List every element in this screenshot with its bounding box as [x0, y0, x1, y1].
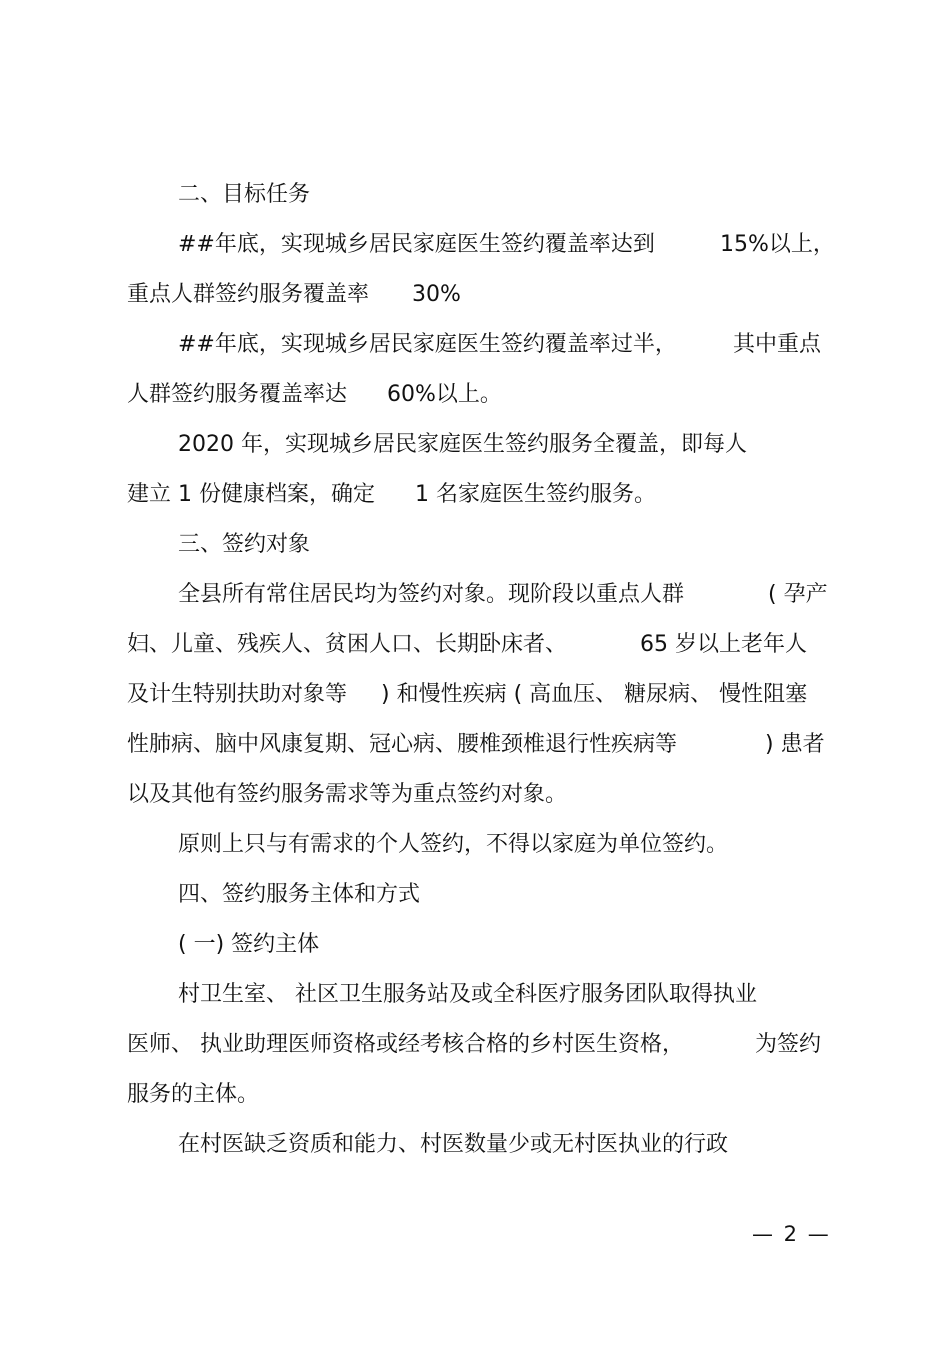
text-segment: 1 名家庭医生签约服务。	[415, 482, 656, 507]
text-segment: 30%	[412, 282, 461, 307]
paragraph-line	[0, 480, 950, 510]
text-segment: 在村医缺乏资质和能力、村医数量少或无村医执业的行政	[178, 1132, 729, 1157]
text-segment: 二、目标任务	[178, 182, 311, 207]
text-segment: 其中重点	[733, 332, 822, 357]
text-segment: 服务的主体。	[127, 1082, 260, 1107]
text-segment: 四、签约服务主体和方式	[178, 882, 421, 907]
paragraph-line	[0, 1030, 950, 1060]
paragraph-line	[0, 330, 950, 360]
paragraph-line	[0, 380, 950, 410]
text-segment: 60%以上。	[387, 382, 502, 407]
text-segment: 15%以上，	[720, 232, 835, 257]
text-segment: ( 孕产	[768, 582, 828, 607]
paragraph-line	[0, 1080, 950, 1110]
paragraph-line	[0, 780, 950, 810]
text-segment: ) 患者	[765, 732, 825, 757]
text-segment: 原则上只与有需求的个人签约，不得以家庭为单位签约。	[178, 832, 729, 857]
paragraph-line	[0, 580, 950, 610]
paragraph-line	[0, 680, 950, 710]
text-segment: 2020 年，实现城乡居民家庭医生签约服务全覆盖，即每人	[178, 432, 747, 457]
paragraph-line	[0, 630, 950, 660]
text-segment: 村卫生室、 社区卫生服务站及或全科医疗服务团队取得执业	[178, 982, 757, 1007]
text-segment: 为签约	[755, 1032, 822, 1057]
heading-section-4	[0, 880, 950, 910]
text-segment: 65 岁以上老年人	[640, 632, 807, 657]
text-segment: 及计生特别扶助对象等	[127, 682, 348, 707]
text-segment: 三、签约对象	[178, 532, 311, 557]
text-segment: ##年底，实现城乡居民家庭医生签约覆盖率过半，	[178, 332, 677, 357]
subheading	[0, 930, 950, 960]
text-segment: 人群签约服务覆盖率达	[127, 382, 348, 407]
text-segment: 以及其他有签约服务需求等为重点签约对象。	[127, 782, 568, 807]
page-number: — 2 —	[752, 1222, 831, 1246]
paragraph-line	[0, 1130, 950, 1160]
paragraph-line	[0, 430, 950, 460]
text-segment: 医师、 执业助理医师资格或经考核合格的乡村医生资格，	[127, 1032, 684, 1057]
text-segment: 性肺病、脑中风康复期、冠心病、腰椎颈椎退行性疾病等	[127, 732, 678, 757]
text-segment: ) 和慢性疾病 ( 高血压、 糖尿病、 慢性阻塞	[381, 682, 808, 707]
paragraph-line	[0, 230, 950, 260]
paragraph-line	[0, 830, 950, 860]
paragraph-line	[0, 280, 950, 310]
paragraph-line	[0, 730, 950, 760]
paragraph-line	[0, 980, 950, 1010]
heading-section-3	[0, 530, 950, 560]
text-segment: 妇、儿童、残疾人、贫困人口、长期卧床者、	[127, 632, 568, 657]
text-segment: ( 一) 签约主体	[178, 932, 320, 957]
text-segment: 重点人群签约服务覆盖率	[127, 282, 370, 307]
text-segment: ##年底，实现城乡居民家庭医生签约覆盖率达到	[178, 232, 655, 257]
heading-section-2	[0, 180, 950, 210]
text-segment: 全县所有常住居民均为签约对象。现阶段以重点人群	[178, 582, 685, 607]
text-segment: 建立 1 份健康档案，确定	[127, 482, 375, 507]
